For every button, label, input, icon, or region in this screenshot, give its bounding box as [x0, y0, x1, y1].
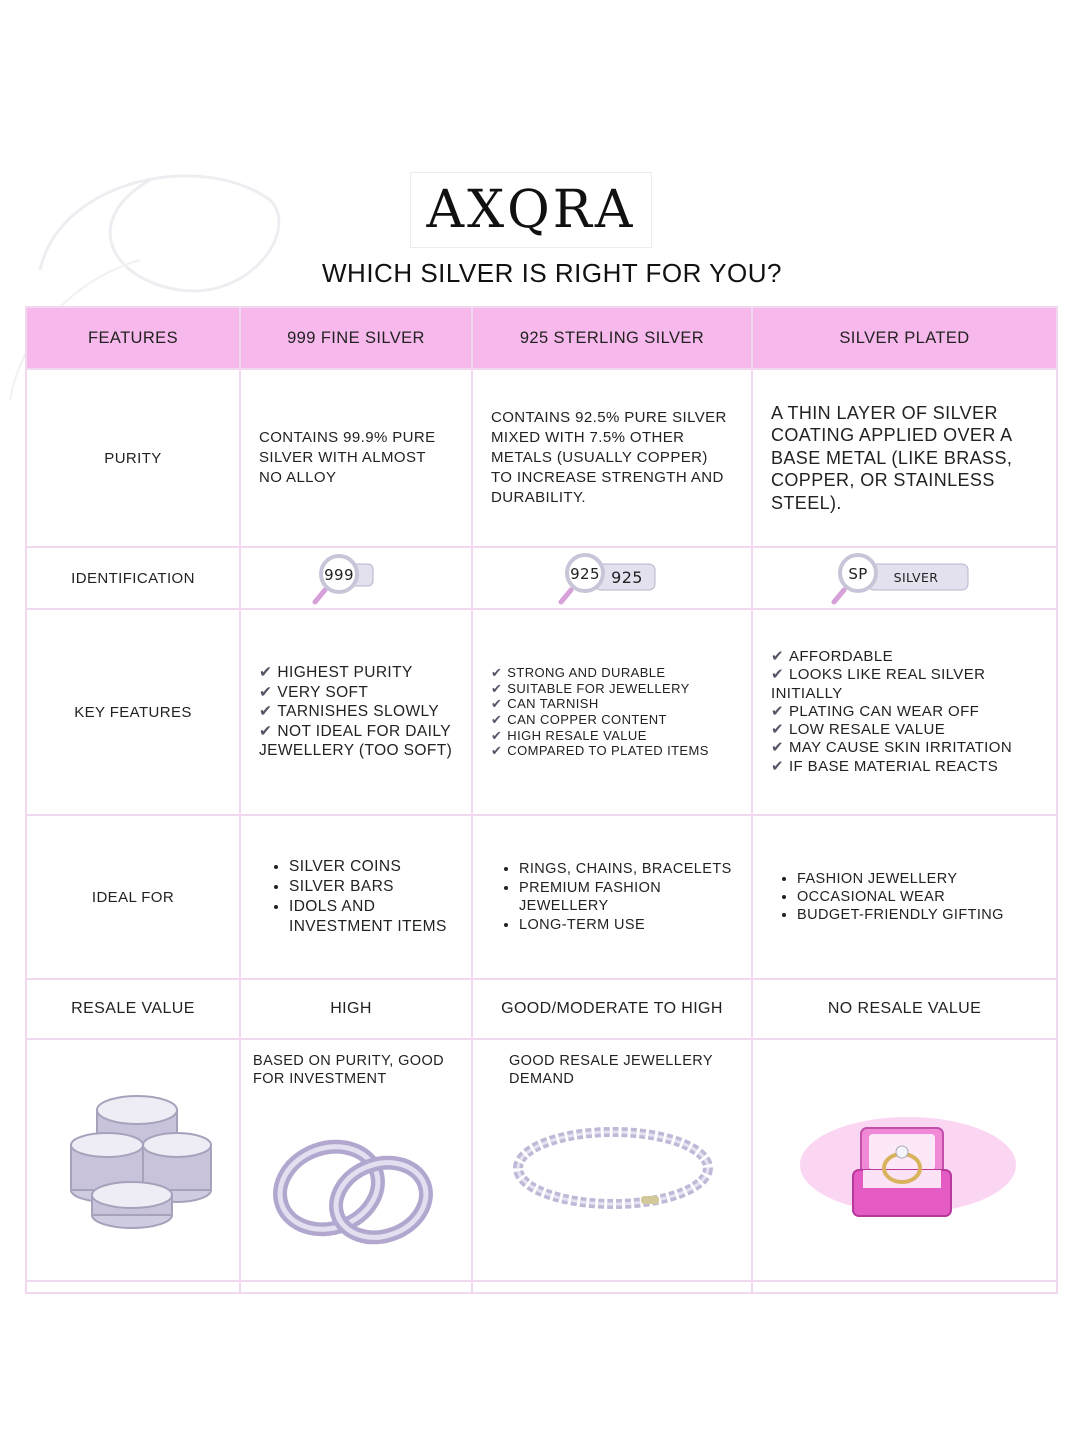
table-row-identification: [26, 547, 1057, 609]
cell-image-ring-box: [752, 1039, 1057, 1281]
chain-bracelet-icon: [473, 1088, 753, 1248]
cell-key-features-plated: [752, 609, 1057, 815]
page-title: WHICH SILVER IS RIGHT FOR YOU?: [322, 258, 782, 288]
check-icon: ✔: [259, 703, 273, 721]
check-icon: ✔: [491, 743, 503, 759]
cell-image-coins: [26, 1039, 240, 1281]
header-silver-plated: SILVER PLATED: [752, 307, 1057, 369]
list-item: ✔ CAN COPPER CONTENT: [491, 712, 667, 727]
cell-image-chain: [472, 1039, 752, 1281]
cell-key-features-sterling: [472, 609, 752, 815]
row-label-purity: PURITY: [26, 369, 240, 547]
magnifier-icon: [557, 550, 667, 606]
cell-identification-fine: [240, 547, 472, 609]
check-icon: ✔: [259, 722, 273, 740]
list-item: • LONG-TERM USE: [519, 916, 751, 935]
check-icon: ✔: [771, 721, 784, 739]
table-row-resale-value: [26, 979, 1057, 1039]
cell-ideal-for-fine: [240, 815, 472, 979]
header-features: FEATURES: [26, 307, 240, 369]
cell-purity-sterling: [472, 369, 752, 547]
check-icon: ✔: [491, 712, 503, 727]
purity-plated-text: A THIN LAYER OF SILVER COATING APPLIED OVER A BASE METAL (LIKE BRASS, COPPER, OR STAINLESS STEEL).: [771, 402, 1013, 513]
plated-stamp-text: SP: [847, 565, 868, 583]
brand-name: AXQRA: [426, 180, 636, 240]
cell-image-rings: [240, 1039, 472, 1281]
comparison-table: [25, 306, 1058, 1294]
list-item: ✔ MAY CAUSE SKIN IRRITATION: [771, 739, 1013, 757]
list-item: • BUDGET-FRIENDLY GIFTING: [797, 906, 1056, 924]
purity-sterling-text: CONTAINS 92.5% PURE SILVER MIXED WITH 7.5% OTHER METALS (USUALLY COPPER) TO INCREASE STRENGTH AND DURABILITY.: [491, 409, 727, 506]
list-item: ✔ HIGH RESALE VALUE: [491, 727, 647, 743]
resale-sterling: GOOD/MODERATE TO HIGH: [472, 979, 752, 1039]
list-item: ✔ SUITABLE FOR JEWELLERY: [491, 680, 690, 696]
row-label-resale-value: RESALE VALUE: [26, 979, 240, 1039]
rings-icon: [241, 1092, 471, 1262]
brand-logo: [410, 172, 652, 248]
sterling-image-note: GOOD RESALE JEWELLERY DEMAND: [509, 1053, 713, 1087]
list-item: ✔ CAN TARNISH: [491, 696, 599, 712]
list-item: ✔ COMPARED TO PLATED ITEMS: [491, 743, 709, 759]
fine-stamp-text: 999: [324, 566, 354, 584]
table-row-purity: [26, 369, 1057, 547]
list-item: • OCCASIONAL WEAR: [797, 888, 1056, 906]
cell-ideal-for-plated: [752, 815, 1057, 979]
list-item: • SILVER BARS: [289, 877, 471, 897]
cell-purity-plated: [752, 369, 1057, 547]
table-row-key-features: [26, 609, 1057, 815]
list-item: ✔ LOW RESALE VALUE: [771, 721, 946, 739]
resale-plated: NO RESALE VALUE: [752, 979, 1057, 1039]
fine-image-note: BASED ON PURITY, GOOD FOR INVESTMENT: [253, 1053, 445, 1087]
list-item: ✔ LOOKS LIKE REAL SILVER INITIALLY: [771, 666, 986, 702]
list-item: ✔ NOT IDEAL FOR DAILY JEWELLERY (TOO SOFT): [259, 722, 453, 760]
coin-stack-icon: [27, 1040, 239, 1280]
list-item: • FASHION JEWELLERY: [797, 870, 1056, 888]
check-icon: ✔: [491, 680, 503, 696]
list-item: ✔ AFFORDABLE: [771, 647, 893, 665]
header-fine-silver: 999 FINE SILVER: [240, 307, 472, 369]
cell-purity-fine: [240, 369, 472, 547]
list-item: ✔ STRONG AND DURABLE: [491, 665, 666, 681]
list-item: ✔ TARNISHES SLOWLY: [259, 703, 440, 721]
sterling-tag-text: 925: [611, 568, 643, 587]
row-label-ideal-for: IDEAL FOR: [26, 815, 240, 979]
list-item: • SILVER COINS: [289, 857, 471, 877]
ring-box-icon: [753, 1040, 1058, 1280]
row-label-key-features: KEY FEATURES: [26, 609, 240, 815]
table-row-ideal-for: [26, 815, 1057, 979]
check-icon: ✔: [491, 727, 503, 743]
check-icon: ✔: [771, 739, 784, 757]
list-item: ✔ IF BASE MATERIAL REACTS: [771, 757, 999, 775]
header-sterling-silver: 925 STERLING SILVER: [472, 307, 752, 369]
list-item: • PREMIUM FASHION JEWELLERY: [519, 879, 751, 916]
magnifier-icon: [311, 550, 401, 606]
cell-ideal-for-sterling: [472, 815, 752, 979]
list-item: ✔ VERY SOFT: [259, 683, 369, 701]
check-icon: ✔: [771, 647, 784, 665]
check-icon: ✔: [259, 683, 273, 701]
sterling-stamp-text: 925: [570, 565, 600, 583]
list-item: • RINGS, CHAINS, BRACELETS: [519, 860, 751, 879]
table-header-row: [26, 307, 1057, 369]
row-label-identification: IDENTIFICATION: [26, 547, 240, 609]
cell-identification-sterling: [472, 547, 752, 609]
check-icon: ✔: [491, 696, 503, 712]
check-icon: ✔: [259, 664, 273, 682]
check-icon: ✔: [771, 702, 784, 720]
purity-fine-text: CONTAINS 99.9% PURE SILVER WITH ALMOST NO ALLOY: [259, 429, 436, 486]
cell-identification-plated: [752, 547, 1057, 609]
plated-tag-text: SILVER: [893, 570, 938, 585]
list-item: • IDOLS AND INVESTMENT ITEMS: [289, 897, 471, 937]
check-icon: ✔: [771, 757, 784, 775]
table-row-images: [26, 1039, 1057, 1281]
list-item: ✔ PLATING CAN WEAR OFF: [771, 702, 980, 720]
table-row-trailing: [26, 1281, 1057, 1293]
magnifier-icon: [830, 550, 980, 606]
cell-key-features-fine: [240, 609, 472, 815]
check-icon: ✔: [771, 666, 784, 684]
check-icon: ✔: [491, 665, 503, 681]
list-item: ✔ HIGHEST PURITY: [259, 664, 413, 682]
resale-fine: HIGH: [240, 979, 472, 1039]
